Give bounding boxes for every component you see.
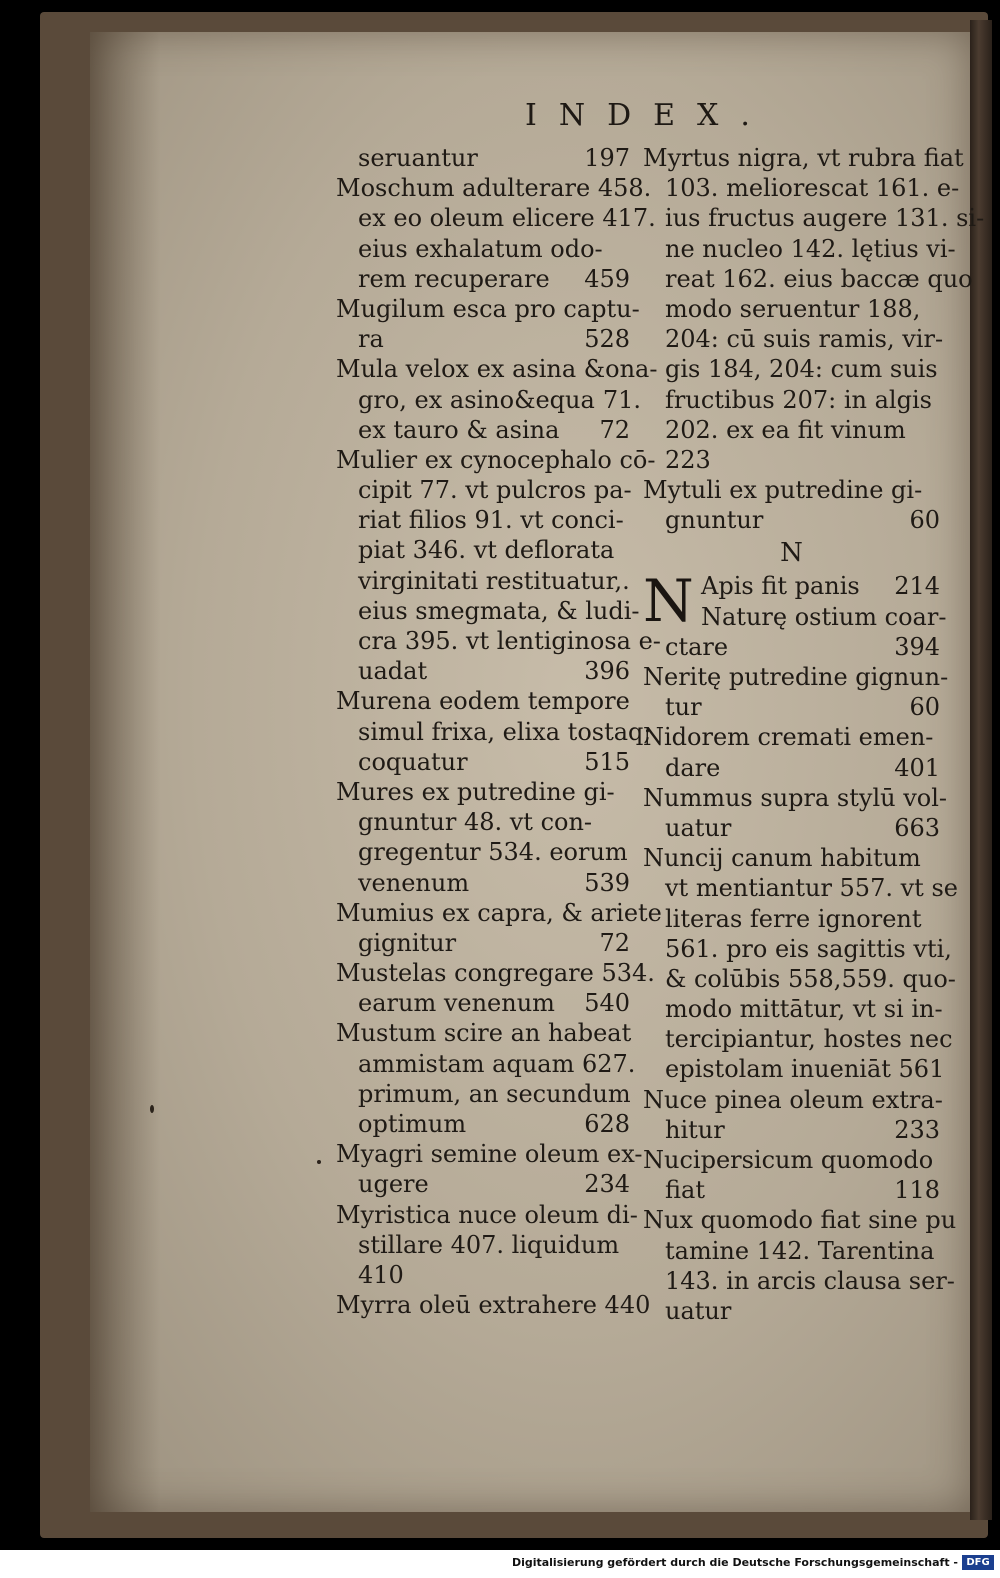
index-entry-line — [643, 722, 940, 752]
index-entry-line — [643, 813, 940, 843]
ink-speck — [150, 1105, 154, 1113]
index-entry-line — [336, 1079, 630, 1109]
entry-text: gnuntur 48. vt con- — [358, 808, 593, 837]
entry-text: Myristica nuce oleum di- — [336, 1200, 638, 1229]
index-entry-line — [643, 385, 940, 415]
index-entry-line — [336, 1260, 630, 1290]
index-entry-line — [336, 747, 630, 777]
entry-text: reat 162. eius baccæ quo — [665, 264, 973, 293]
index-entry-line — [336, 505, 630, 535]
entry-text: stillare 407. liquidum — [358, 1230, 620, 1259]
index-entry-line — [643, 354, 940, 384]
entry-text: optimum — [358, 1110, 467, 1138]
entry-text: 143. in arcis clausa ser- — [665, 1266, 955, 1295]
entry-text: 202. ex ea fit vinum — [665, 415, 906, 444]
entry-text: modo mittātur, vt si in- — [665, 995, 943, 1024]
index-entry-line — [336, 988, 630, 1018]
digitization-footer — [0, 1550, 1000, 1578]
index-entry-line — [643, 1296, 940, 1326]
entry-text: gis 184, 204: cum suis — [665, 355, 938, 384]
entry-text: ne nucleo 142. lętius vi- — [665, 234, 956, 263]
index-entry-line — [336, 837, 630, 867]
entry-text: & colūbis 558,559. quo- — [665, 964, 956, 993]
index-column-right — [643, 143, 985, 1326]
entry-text: 410 — [358, 1260, 404, 1289]
page-reference: 234 — [584, 1170, 630, 1199]
entry-text: venenum — [358, 868, 470, 897]
page-reference: 233 — [894, 1115, 940, 1144]
entry-initial: N — [701, 602, 722, 631]
page-reference: 72 — [599, 415, 630, 444]
entry-text: gnuntur — [665, 506, 764, 535]
index-entry-line — [336, 717, 652, 747]
page-reference: 401 — [894, 753, 940, 782]
entry-text: ugere — [358, 1170, 429, 1199]
entry-text: dare — [665, 753, 721, 782]
index-entry-line — [336, 1169, 630, 1199]
entry-text: modo seruentur 188, — [665, 294, 921, 323]
entry-text: cipit 77. vt pulcros pa- — [358, 476, 632, 505]
entry-text: tercipiantur, hostes nec — [665, 1025, 953, 1054]
index-entry-line — [336, 475, 630, 505]
index-entry-line — [643, 1236, 940, 1266]
dropcap-block — [643, 567, 947, 636]
entry-text: simul frixa, elixa tostaq; — [358, 717, 652, 746]
index-entry-line — [336, 686, 630, 716]
index-entry-line — [336, 626, 661, 656]
index-entry-line — [336, 354, 658, 384]
entry-text: cra 395. vt lentiginosa e- — [358, 627, 661, 655]
index-entry-line — [643, 294, 940, 324]
page-reference: 528 — [584, 325, 630, 354]
index-entry-line — [336, 656, 630, 686]
index-entry-line — [643, 445, 940, 475]
entry-text: seruantur — [358, 144, 478, 172]
entry-text: Nidorem cremati emen- — [643, 723, 934, 752]
page-reference: 539 — [584, 868, 630, 897]
entry-text: eius smegmata, & ludi- — [358, 596, 640, 625]
index-entry-line — [643, 1115, 940, 1145]
index-entry-line — [643, 994, 943, 1024]
entry-text: 103. meliorescat 161. e- — [665, 174, 960, 203]
index-entry-line — [643, 783, 947, 813]
entry-text: Myagri semine oleum ex- — [336, 1140, 643, 1169]
entry-text: Apis fit panis — [701, 572, 860, 601]
entry-text: Nucipersicum quomodo — [643, 1146, 934, 1174]
entry-text: uatur — [665, 1296, 732, 1325]
entry-text: Nuce pinea oleum extra- — [643, 1085, 943, 1114]
index-entry-line — [643, 934, 952, 964]
index-column-left — [336, 143, 662, 1320]
index-entry-line — [336, 294, 640, 324]
entry-text: aturę ostium coar- — [722, 602, 947, 631]
index-entry-line — [643, 753, 940, 783]
entry-text: tamine 142. Tarentina — [665, 1236, 935, 1265]
index-entry-line — [336, 566, 630, 596]
entry-text: Mugilum esca pro captu- — [336, 294, 640, 323]
section-letter-heading: N — [780, 538, 803, 569]
entry-text: Mulier ex cynocephalo cō- — [336, 445, 656, 474]
footer-credit: Digitalisierung gefördert durch die Deutsche Forschungsgemeinschaft - — [511, 1556, 958, 1569]
index-entry-line — [336, 143, 630, 173]
entry-text: rem recuperare — [358, 264, 550, 293]
entry-text: vt mentiantur 557. vt se — [665, 874, 958, 903]
entry-text: Nuncij canum habitum — [643, 844, 921, 873]
page-reference: 396 — [584, 657, 630, 686]
entry-text: primum, an secundum — [358, 1079, 631, 1108]
entry-text: Mures ex putredine gi- — [336, 777, 615, 806]
index-entry-line — [643, 1085, 943, 1115]
index-entry-line — [643, 692, 940, 722]
entry-text: Mustelas congregare 534. — [336, 959, 655, 988]
index-entry-line — [336, 898, 662, 928]
index-entry-line — [336, 324, 630, 354]
index-entry-line — [336, 928, 630, 958]
page-reference: 197 — [584, 144, 630, 172]
entry-text: ex eo oleum elicere 417. — [358, 204, 656, 233]
index-entry-line — [336, 173, 652, 203]
entry-text: hitur — [665, 1115, 725, 1144]
entry-text: Mula velox ex asina &ona- — [336, 355, 658, 384]
entry-text: literas ferre ignorent — [665, 904, 922, 933]
entry-text: 561. pro eis sagittis vti, — [665, 934, 952, 963]
entry-text: tur — [665, 693, 702, 722]
page-reference: 214 — [894, 572, 940, 601]
index-entry-line — [336, 807, 630, 837]
index-entry-line — [643, 1054, 945, 1084]
index-entry-line — [643, 143, 964, 173]
entry-text: uatur — [665, 813, 732, 842]
index-entry-line — [643, 964, 956, 994]
index-entry-line — [336, 415, 630, 445]
index-entry-line — [336, 1109, 630, 1139]
entry-text: Mustum scire an habeat — [336, 1019, 632, 1048]
index-entry-line — [336, 203, 656, 233]
index-entry-line — [336, 385, 641, 415]
book-edge — [970, 20, 992, 1520]
index-entry-line — [336, 535, 630, 565]
index-entry-line — [336, 777, 630, 807]
entry-text: ctare — [665, 632, 729, 661]
entry-text: ius fructus augere 131. si- — [665, 204, 985, 233]
index-entry-line — [643, 873, 958, 903]
entry-text: Nux quomodo fiat sine pu — [643, 1206, 957, 1235]
index-entry-line — [643, 1024, 953, 1054]
page-reference: 459 — [584, 264, 630, 293]
entry-text: Nummus supra stylū vol- — [643, 783, 947, 812]
entry-text: coquatur — [358, 747, 468, 776]
index-entry-line — [643, 173, 960, 203]
index-entry-line — [643, 415, 940, 445]
index-entry-line — [643, 632, 940, 662]
entry-text: ra — [358, 325, 384, 354]
running-header: INDEX. — [525, 98, 772, 133]
entry-text: Mytuli ex putredine gi- — [643, 476, 923, 505]
entry-text: Myrtus nigra, vt rubra fiat — [643, 144, 964, 172]
entry-text: eius exhalatum odo- — [358, 234, 603, 263]
index-entry-line — [643, 324, 944, 354]
spine-shadow — [90, 32, 160, 1512]
index-entry-line — [336, 596, 640, 626]
entry-text: ammistam aquam 627. — [358, 1049, 636, 1078]
index-entry-line — [336, 1200, 638, 1230]
entry-text: earum venenum — [358, 989, 555, 1018]
dfg-logo: DFG — [962, 1555, 994, 1570]
index-entry-line — [336, 1018, 630, 1048]
page-reference: 540 — [584, 989, 630, 1018]
page-reference: 71. — [602, 385, 641, 414]
page-reference: 394 — [894, 632, 940, 661]
index-entry-line — [336, 1290, 651, 1320]
page-reference: 60 — [909, 506, 940, 535]
entry-text: virginitati restituatur,. — [358, 566, 630, 595]
index-entry-line — [643, 1266, 955, 1296]
index-entry-line — [336, 264, 630, 294]
entry-text: 223 — [665, 445, 711, 474]
entry-text-group — [701, 602, 946, 632]
index-entry-line — [643, 843, 940, 873]
entry-text: gro, ex asino&equa — [358, 385, 595, 414]
entry-text: ex tauro & asina — [358, 415, 560, 444]
index-entry-line — [336, 1139, 643, 1169]
page-reference: 515 — [584, 747, 630, 776]
index-entry-line — [336, 958, 655, 988]
index-entry-line — [643, 1205, 957, 1235]
index-entry-line — [336, 445, 656, 475]
page-reference: 72 — [599, 928, 630, 957]
page-reference: 663 — [894, 813, 940, 842]
entry-text: gregentur 534. eorum — [358, 838, 628, 867]
page-reference: 118 — [894, 1176, 940, 1205]
entry-text: uadat — [358, 657, 428, 686]
index-entry-line — [643, 662, 949, 692]
entry-text: Neritę putredine gignun- — [643, 663, 949, 691]
page-reference: 60 — [909, 693, 940, 722]
index-entry-line — [336, 1049, 636, 1079]
index-entry-line — [643, 264, 973, 294]
dropcap-letter: N — [643, 567, 694, 636]
index-entry-line — [643, 1175, 940, 1205]
index-entry-line — [336, 868, 630, 898]
index-entry-line — [336, 234, 630, 264]
entry-text: gignitur — [358, 928, 457, 957]
entry-text: piat 346. vt deflorata — [358, 536, 615, 565]
ink-speck — [317, 1160, 321, 1164]
entry-text: riat filios 91. vt conci- — [358, 506, 624, 535]
entry-text: epistolam inueniāt 561 — [665, 1055, 945, 1084]
entry-text: fructibus 207: in algis — [665, 385, 932, 414]
entry-text: fiat — [665, 1176, 705, 1205]
index-entry-line — [643, 904, 940, 934]
index-entry-line — [643, 505, 940, 535]
entry-text: Murena eodem tempore — [336, 687, 630, 716]
entry-text: Mumius ex capra, & ariete — [336, 898, 662, 927]
index-entry-line — [643, 234, 956, 264]
entry-text: Myrra oleū extrahere 440 — [336, 1291, 651, 1320]
entry-text: 204: cū suis ramis, vir- — [665, 325, 944, 354]
index-entry-line — [336, 1230, 630, 1260]
entry-text: Moschum adulterare 458. — [336, 174, 652, 203]
index-entry-line — [643, 475, 940, 505]
index-entry-line — [643, 203, 985, 233]
page-reference: 628 — [584, 1110, 630, 1138]
index-entry-line — [643, 1145, 940, 1175]
